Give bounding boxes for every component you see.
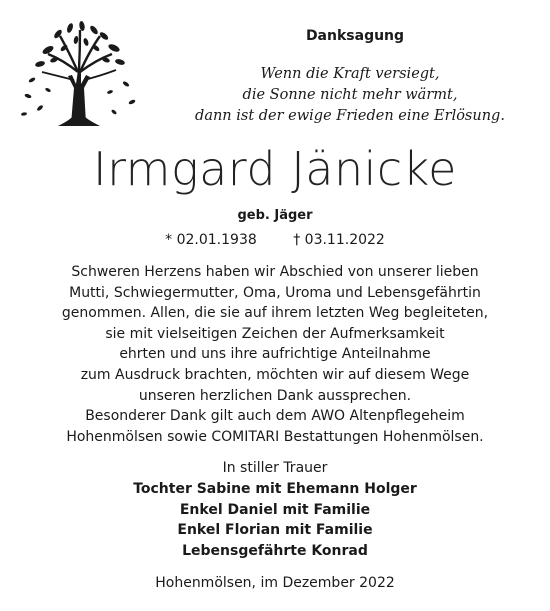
text-line: genommen. Allen, die sie auf ihrem letzten Weg begleiteten,: [61, 305, 489, 322]
mourner: Tochter Sabine mit Ehemann Holger: [133, 480, 417, 497]
text-line: Mutti, Schwiegermutter, Oma, Uroma und Lebensgefährtin: [69, 284, 481, 301]
quote-line: dann ist der ewige Frieden eine Erlösung.: [195, 108, 505, 124]
text-line: Besonderer Dank gilt auch dem AWO Altenpflegeheim: [85, 408, 465, 425]
mourner: Enkel Daniel mit Familie: [179, 501, 371, 518]
text-line: Hohenmölsen sowie COMITARI Bestattungen Hohenmölsen.: [66, 428, 484, 445]
tree-icon: [18, 20, 138, 130]
mourning-intro: In stiller Trauer: [222, 460, 328, 476]
text-line: sie mit vielseitigen Zeichen der Aufmerksamkeit: [105, 325, 445, 342]
text-line: unseren herzlichen Dank aussprechen.: [138, 387, 412, 404]
life-dates: [0, 232, 550, 248]
place-date: Hohenmölsen, im Dezember 2022: [155, 575, 395, 591]
heading: Danksagung: [305, 28, 405, 44]
quote-line: Wenn die Kraft versiegt,: [260, 66, 440, 82]
mourners: [0, 458, 550, 562]
quote: [155, 64, 545, 127]
text-line: ehrten und uns ihre aufrichtige Anteilnahme: [119, 346, 431, 363]
thanks-text: [0, 262, 550, 447]
deceased-name: Irmgard Jänicke: [93, 142, 457, 196]
birth-date: * 02.01.1938: [165, 232, 257, 248]
death-date: † 03.11.2022: [293, 232, 385, 248]
birth-name: geb. Jäger: [237, 208, 313, 223]
mourner: Lebensgefährte Konrad: [182, 543, 368, 560]
mourner: Enkel Florian mit Familie: [177, 522, 373, 539]
text-line: zum Ausdruck brachten, möchten wir auf diesem Wege: [80, 366, 470, 383]
text-line: Schweren Herzens haben wir Abschied von unserer lieben: [71, 264, 479, 280]
quote-line: die Sonne nicht mehr wärmt,: [242, 87, 458, 103]
